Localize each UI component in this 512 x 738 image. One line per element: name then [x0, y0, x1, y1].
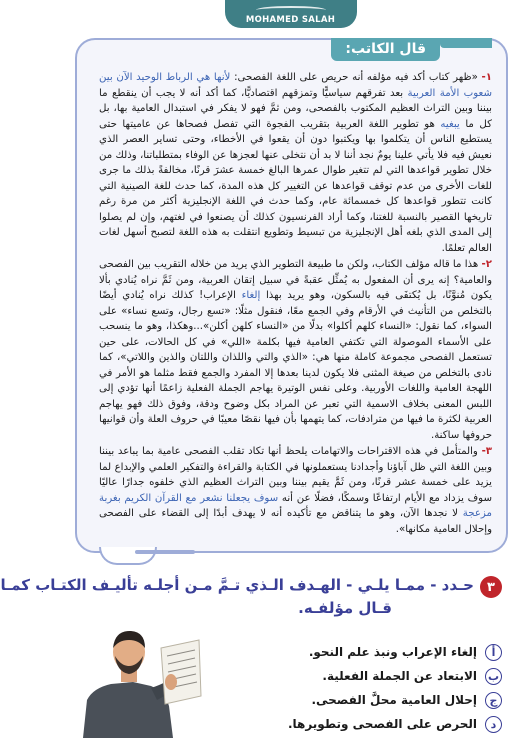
- paragraph-1: [99, 70, 492, 256]
- paragraph-number: ٢-: [481, 259, 492, 270]
- paragraph-text: لا نجدها الآن، وهو ما يتناقض مع تأكيده أنه لا يهدف أبدًا إلى القضاء على الفصحى وإحلال العامية مكانها».: [99, 508, 492, 535]
- highlighted-text: سوف يجعلنا نشعر مع القرآن الكريم بغربة مزعجة: [99, 492, 492, 519]
- man-reading-paper-illustration: [73, 622, 201, 738]
- paragraph-text: «ظهر كتاب أكد فيه مؤلفه أنه حريص على اللغة الفصحى:: [234, 72, 478, 83]
- option-text: إلغاء الإعراب ونبذ علم النحو.: [308, 645, 477, 659]
- paragraph-2: [99, 257, 492, 443]
- card-title: قال الكاتب:: [331, 38, 440, 61]
- option-c[interactable]: [262, 688, 502, 712]
- card-tab-decoration: [440, 38, 492, 48]
- answer-options: [262, 640, 502, 736]
- paragraph-text: والمتأمل في هذه الاقتراحات والاتهامات يلحظ أنها تكاد تقلب الفصحى عامية بما يباعد بيننا وبين اللغة التي ظل آباؤنا وأجدادنا يستعملونها في الكتابة والقراءة والتفكير العلمي والإبداع لما يزيد على خمسة عشر قرنًا، ومن ثَمَّ يقيم بيننا وبين التراث العظيم الذي خلفوه جدارًا عاليًا سوف يزداد مع الأيام ارتفاعًا وسمكًا، فضلًا عن أنه: [99, 446, 492, 504]
- logo-swirl: [256, 6, 326, 14]
- highlighted-text: يبغيه: [440, 118, 460, 130]
- logo-text: MOHAMED SALAH: [245, 15, 336, 25]
- option-letter-badge: أ: [485, 644, 502, 661]
- option-letter-badge: ب: [485, 668, 502, 685]
- passage-card: [75, 38, 508, 553]
- option-text: الابتعاد عن الجملة الفعلية.: [322, 669, 477, 683]
- question-block: [0, 573, 512, 623]
- paragraph-number: ٣-: [481, 446, 493, 457]
- option-text: إحلال العامية محلَّ الفصحى.: [311, 693, 477, 707]
- option-b[interactable]: [262, 664, 502, 688]
- paragraph-text: الإعراب! كذلك نراه يُنادي أيضًا بالتخلص من التأنيث في الأرقام وفي الجمع معًا، فنقول مثلًا: «تسع رجال، وتسع نساء» على السواء، كما نقول: «النساء كلهم أكلوا» بدلًا من «النساء كلهن أكلن»...وهكذا، وهو ما ينسحب على الأسماء الموصولة التي تكتفي العامية فيها بكلمة «اللي» في كل الحالات، على حين تستعمل الفصحى مجموعة كاملة منها هي: «الذي والتي واللذان واللتان والذين واللاتي»، كما نادى بالتخلص من صيغة المثنى فلا يكون لدينا بعدها إلا المفرد والجمع فقط مثلما هو الأمر في اللهجة العامية واللغات الأوربية. وعلى نفس الوتيرة يهاجم الجملة الفعلية زاعمًا أنها تؤدي إلى اللبس المعنى بخلاف الاسمية التي تعبر عن المراد بكل وضوح ودقة، وفوق ذلك فهو يهاجم العربية لكثرة ما فيها من مترادفات، كما يتهمها بأن فيها نقصًا معيبًا في حروف العلة وأن قوانيها حروفها ساكنة.: [99, 290, 492, 441]
- question-number-badge: ٣: [480, 576, 502, 598]
- option-letter-badge: د: [485, 716, 502, 733]
- question-text-continued: قـال مؤلفـه.: [298, 599, 392, 617]
- option-letter-badge: ج: [485, 692, 502, 709]
- passage-body: [99, 70, 492, 538]
- paragraph-text: هذا ما قاله مؤلف الكتاب، ولكن ما طبيعة التطوير الذي يريد من خلاله التقريب بين الفصحى والعامية؟ إنه يرى أن المفعول به يُمثِّل عقبةً في سبيل إتقان العربية، ومن ثَمَّ نراه يُنادي بألا يكون مُنوَّنًا، بل يُكتفَى فيه بالسكون، وهو يريد بهذا: [99, 259, 492, 301]
- paragraph-text: بعد تفرقهم سياسيًّا وتمزقهم اقتصاديًّا، كما أكد أنه لا يجب أن ينقطع ما بيننا وبين التراث العظيم المكتوب بالفصحى، ومن ثمَّ فهو لا يفكر في استبدال العامية بها، بل كل ما: [99, 87, 492, 130]
- highlighted-text: إلغاء: [241, 290, 261, 301]
- option-a[interactable]: [262, 640, 502, 664]
- card-stroke-decoration: [135, 550, 195, 554]
- paragraph-text: هو تطوير اللغة العربية بتقريب الفجوة التي تفصل فصحاها عن عاميتها حتى يستطيع الناس أن يتكلموا بها ويكتبوا دون أن يقعوا في الأخطاء، وحتى تساير العصر الذي نعيش فيه فلا يأتي علينا يومٌ نجد أننا لا بد أن نتخلى عنها لعجزها عن الوفاء بمتطلباتنا، وذلك من خلال تطوير قواعدها التي لم تتغير طوال عمرها البالغ خمسة عشرَ قرنًا، مخالفةً بذلك ما جرى للغات الأخرى من عدم توقف قواعدها عن التغيير كل هذه المدة، كما حدث للغة الصينية التي كانت تتطور قواعدها كل خمسمائة عام، وكما حدث في اللغة الإنجليزية أكثر من مرة رغم تاريخها القصير بالنسبة للغتنا، وكما أراد الفرنسيون كذلك أن يصنعوا في لغتهم، وإن لم يصلوا إلى المدى الذي بلغه أهل الإنجليزية من تبسيط وتطويع انتقلت به هذه اللغة لتصبح أسهل لغات العالم تعلمًا.: [99, 118, 492, 254]
- brand-logo: [225, 0, 357, 28]
- paragraph-3: [99, 444, 492, 537]
- highlighted-text: لأنها هي الرباط الوحيد الآن بين شعوب الأمة العربية: [99, 72, 492, 99]
- option-d[interactable]: [262, 712, 502, 736]
- paragraph-number: ١-: [481, 72, 492, 83]
- question-text: حـدد - ممـا يلـي - الهـدف الـذي تـمَّ مـن أجلـه تأليـف الكتـاب كمـا: [0, 576, 474, 594]
- option-text: الحرص على الفصحى وتطويرها.: [287, 717, 477, 731]
